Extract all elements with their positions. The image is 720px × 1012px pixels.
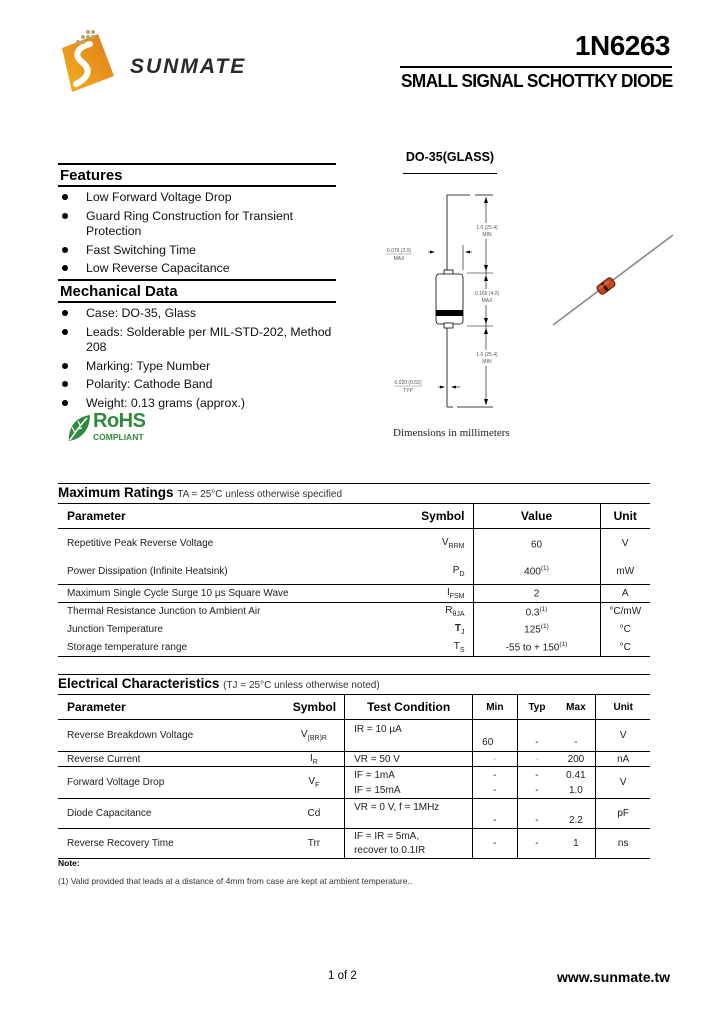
package-title-rule <box>403 173 497 174</box>
col-unit: Unit <box>600 504 650 529</box>
table-row: Power Dissipation (Infinite Heatsink) $P_D$ 400$^{(1)}$ mW <box>58 559 650 585</box>
features-list <box>62 190 342 280</box>
svg-text:0.079 (2.0): 0.079 (2.0) <box>386 248 412 254</box>
table-row: Storage temperature range $T_S$ -55 to + $150^{(1)}$ °C <box>58 639 650 657</box>
feature-item: Fast Switching Time <box>62 243 342 259</box>
page-number: 1 of 2 <box>328 970 357 982</box>
leaf-icon <box>66 413 92 443</box>
note-item: (1) Valid provided that leads at a distance of 4mm from case are kept at ambient temperature.. <box>58 876 413 886</box>
svg-text:MIN: MIN <box>482 359 492 365</box>
max-ratings-top-rule <box>58 483 650 484</box>
svg-text:SUNMATE: SUNMATE <box>130 55 247 78</box>
electrical-table <box>58 694 650 859</box>
dimension-caption: Dimensions in millimeters <box>393 427 510 439</box>
document-subtitle: SMALL SIGNAL SCHOTTKY DIODE <box>401 70 673 91</box>
feature-item: Low Forward Voltage Drop <box>62 190 342 206</box>
features-heading: Features <box>58 163 336 187</box>
rohs-sub-label: COMPLIANT <box>93 432 144 442</box>
max-ratings-table <box>58 503 650 657</box>
svg-text:MAX: MAX <box>393 256 405 262</box>
title-rule <box>400 66 672 68</box>
table-row: Thermal Resistance Junction to Ambient Air $R_{\theta JA}$ 0.3$^{(1)}$ °C/mW <box>58 603 650 621</box>
mechanical-list <box>62 306 342 414</box>
max-ratings-heading: Maximum Ratings <box>58 485 174 500</box>
mechanical-item: Leads: Solderable per MIL-STD-202, Method 208 <box>62 325 342 356</box>
package-title: DO-35(GLASS) <box>405 150 495 164</box>
mechanical-item: Marking: Type Number <box>62 359 342 375</box>
mechanical-item: Weight: 0.13 grams (approx.) <box>62 396 342 412</box>
table-row: Diode Capacitance Cd VR = 0 V, f = 1MHz - - 2.2 pF <box>58 799 650 829</box>
svg-text:TYP: TYP <box>403 388 413 394</box>
electrical-heading: Electrical Characteristics <box>58 676 220 691</box>
table-row: Maximum Single Cycle Surge 10 µs Square Wave $I_{FSM}$ 2 A <box>58 585 650 603</box>
mechanical-item: Polarity: Cathode Band <box>62 377 342 393</box>
electrical-title <box>58 676 380 691</box>
mechanical-heading: Mechanical Data <box>58 279 336 303</box>
diode-photo <box>548 230 678 330</box>
table-row: Forward Voltage Drop $V_F$ IF = 1mA IF = 15mA - - - - 0.41 1.0 V <box>58 767 650 799</box>
svg-text:MIN: MIN <box>482 232 492 238</box>
table-row: Reverse Recovery Time Trr IF = IR = 5mA, recover to 0.1IR - - 1 ns <box>58 829 650 859</box>
electrical-condition: (TJ = 25°C unless otherwise noted) <box>223 680 380 691</box>
logo-mark-icon <box>62 30 114 92</box>
mechanical-item: Case: DO-35, Glass <box>62 306 342 322</box>
package-outline-drawing <box>380 185 530 430</box>
electrical-top-rule <box>58 674 650 675</box>
max-ratings-condition: TA = 25°C unless otherwise specified <box>177 489 343 500</box>
svg-text:1.0 (25.4): 1.0 (25.4) <box>476 352 498 358</box>
svg-text:1.0 (25.4): 1.0 (25.4) <box>476 225 498 231</box>
max-ratings-title <box>58 485 342 500</box>
sunmate-logo <box>48 26 308 96</box>
table-row: Reverse Current $I_R$ VR = 50 V - - 200 nA <box>58 752 650 767</box>
table-header-row: Parameter Symbol Test Condition Min Typ Max Unit <box>58 695 650 720</box>
table-row: Junction Temperature $T_J$ 125$^{(1)}$ °C <box>58 621 650 639</box>
table-row: Repetitive Peak Reverse Voltage $V_{RRM}$ 60 V <box>58 529 650 559</box>
website-link[interactable]: www.sunmate.tw <box>556 969 670 985</box>
note-heading: Note: <box>58 858 80 868</box>
svg-text:0.020 (0.52): 0.020 (0.52) <box>394 380 422 386</box>
col-symbol: Symbol <box>421 509 465 523</box>
feature-item: Guard Ring Construction for Transient Protection <box>62 209 342 240</box>
rohs-badge <box>66 410 156 445</box>
table-row: Reverse Breakdown Voltage $V_{(BR)R}$ IR = 10 µA 60 - - V <box>58 720 650 752</box>
svg-text:0.165 (4.2): 0.165 (4.2) <box>474 291 500 297</box>
part-number: 1N6263 <box>574 30 670 61</box>
svg-text:MAX: MAX <box>481 298 493 304</box>
table-header-row <box>58 504 650 529</box>
feature-item: Low Reverse Capacitance <box>62 261 342 277</box>
col-parameter: Parameter <box>67 509 126 523</box>
rohs-label: RoHS <box>93 410 146 432</box>
col-value: Value <box>473 504 600 529</box>
